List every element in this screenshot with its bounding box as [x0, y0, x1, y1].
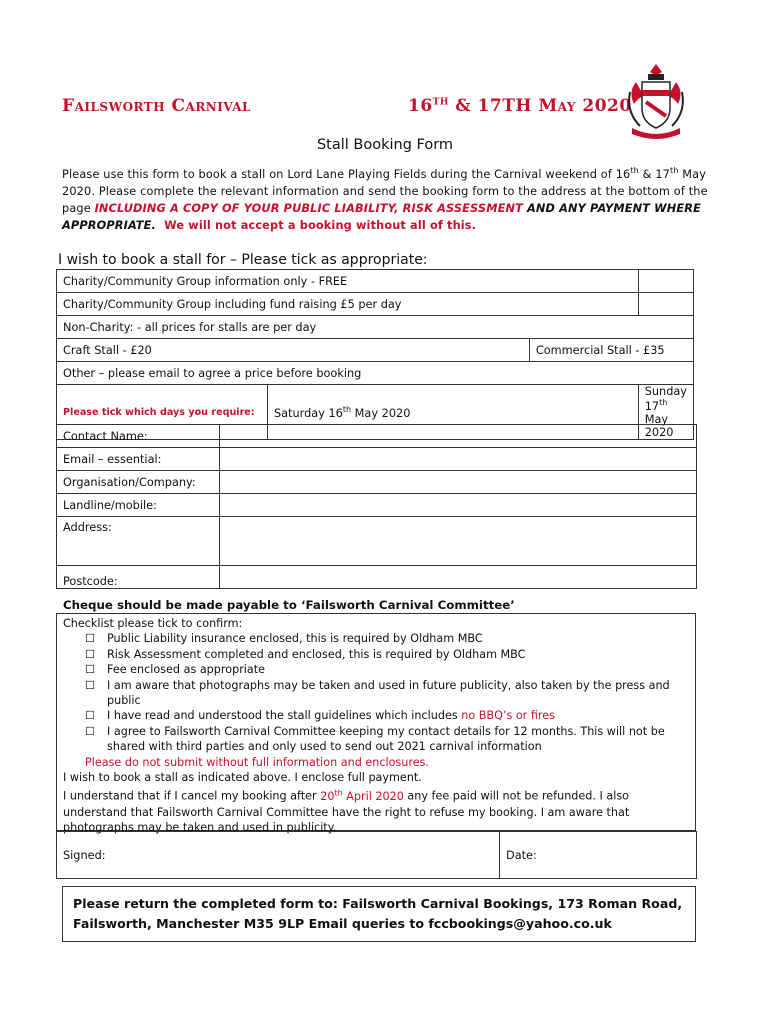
event-dates: 16TH & 17TH May 2020: [408, 96, 632, 116]
event-title: Failsworth Carnival: [62, 96, 251, 116]
contact-name-field[interactable]: [220, 425, 697, 448]
email-label: Email – essential:: [57, 448, 220, 471]
checklist-item[interactable]: ☐ I agree to Failsworth Carnival Committee keeping my contact details for 12 months. This will not be shared with third parties and only used to send out 2021 carnival information: [85, 724, 665, 754]
checklist-item[interactable]: ☐ Fee enclosed as appropriate: [85, 663, 266, 677]
signed-label: Signed:: [63, 848, 106, 862]
declaration-line: I wish to book a stall as indicated above. I enclose full payment.: [63, 771, 422, 785]
signed-field[interactable]: [57, 832, 500, 879]
cheque-heading: Cheque should be made payable to ‘Failsworth Carnival Committee’: [63, 598, 515, 612]
option-other: Other – please email to agree a price before booking: [57, 362, 694, 385]
option-charity-fundraising: Charity/Community Group including fund raising £5 per day: [57, 293, 639, 316]
signature-table: [56, 831, 697, 879]
address-label: Address:: [57, 517, 220, 566]
postcode-label: Postcode:: [57, 566, 220, 589]
checkbox-icon: ☐: [85, 709, 96, 723]
form-title: Stall Booking Form: [316, 137, 454, 153]
option-charity-free: Charity/Community Group information only - FREE: [57, 270, 639, 293]
checklist-box: [56, 613, 696, 835]
checkbox-icon: ☐: [85, 678, 96, 692]
org-label: Organisation/Company:: [57, 471, 220, 494]
day-saturday[interactable]: Saturday 16th May 2020: [268, 385, 639, 440]
checkbox-icon: ☐: [85, 663, 96, 677]
checklist-item[interactable]: ☐ Public Liability insurance enclosed, this is required by Oldham MBC: [85, 632, 483, 646]
phone-label: Landline/mobile:: [57, 494, 220, 517]
date-field[interactable]: [500, 832, 697, 879]
address-field[interactable]: [220, 517, 697, 566]
stall-options-table: [56, 269, 694, 440]
intro-paragraph: Please use this form to book a stall on Lord Lane Playing Fields during the Carnival weekend of 16th & 17th May 2020. Please complete the relevant information and send the booking form to the address at the bottom of the page INCLUDING A COPY OF YOUR PUBLIC LIABILITY, RISK ASSESSMENT AND ANY PAYMENT WHERE APPROPRIATE. We will not accept a booking without all of this.: [62, 166, 708, 232]
return-line-2: Failsworth, Manchester M35 9LP Email queries to fccbookings@yahoo.co.uk: [73, 916, 612, 931]
checkbox-icon: ☐: [85, 632, 96, 646]
checklist-intro: Checklist please tick to confirm:: [63, 617, 243, 630]
stall-heading: I wish to book a stall for – Please tick as appropriate:: [58, 252, 428, 268]
org-field[interactable]: [220, 471, 697, 494]
submission-warning: Please do not submit without full information and enclosures.: [85, 755, 429, 769]
checklist-item[interactable]: ☐ I have read and understood the stall guidelines which includes no BBQ’s or fires: [85, 709, 555, 723]
email-field[interactable]: [220, 448, 697, 471]
tick-charity-free[interactable]: [638, 270, 693, 293]
contact-table: [56, 424, 697, 589]
declaration-refund: I understand that if I cancel my booking after 20th April 2020 any fee paid will not be refunded. I also understand that Failsworth Carnival Committee have the right to refuse my booking. I am aware that photographs may be taken and used in publicity.: [63, 788, 630, 835]
checklist-item[interactable]: ☐ Risk Assessment completed and enclosed, this is required by Oldham MBC: [85, 647, 526, 661]
return-address-box: [62, 886, 696, 942]
option-commercial-stall[interactable]: Commercial Stall - £35: [529, 339, 693, 362]
checklist-item[interactable]: ☐ I am aware that photographs may be taken and used in future publicity, also taken by the press and public: [85, 678, 670, 708]
days-label: Please tick which days you require:: [57, 385, 268, 440]
tick-charity-fundraising[interactable]: [638, 293, 693, 316]
checkbox-icon: ☐: [85, 724, 96, 738]
coat-of-arms-icon: [622, 62, 690, 140]
contact-name-label: Contact Name:: [57, 425, 220, 448]
option-craft-stall[interactable]: Craft Stall - £20: [57, 339, 530, 362]
phone-field[interactable]: [220, 494, 697, 517]
option-non-charity: Non-Charity: - all prices for stalls are per day: [57, 316, 694, 339]
day-sunday[interactable]: Sunday 17th May 2020: [638, 385, 693, 440]
checkbox-icon: ☐: [85, 647, 96, 661]
postcode-field[interactable]: [220, 566, 697, 589]
date-label: Date:: [506, 848, 537, 862]
return-line-1: Please return the completed form to: Failsworth Carnival Bookings, 173 Roman Road,: [73, 896, 683, 911]
